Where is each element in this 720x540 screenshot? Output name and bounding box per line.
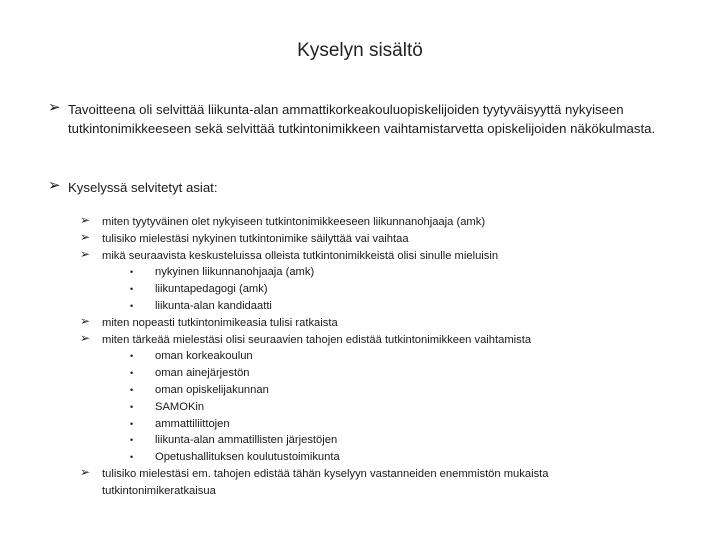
arrow-bullet-icon: ➢ [80, 330, 91, 345]
dot-bullet-icon: • [130, 351, 134, 362]
option-item [80, 348, 662, 365]
option-item [80, 399, 662, 416]
main-point-text: Tavoitteena oli selvittää liikunta-alan ammattikorkeakouluopiskelijoiden tyytyväisyyttä nykyiseen tutkintonimikkeeseen sekä selvittää tutkintonimikkeen vaihtamistarvetta opiskelijoiden näkökulmasta. [68, 102, 656, 136]
main-point-text: Kyselyssä selvitetyt asiat: [68, 180, 218, 195]
arrow-bullet-icon: ➢ [80, 213, 91, 227]
option-text: liikunta-alan ammatillisten järjestöjen [155, 434, 338, 447]
dot-bullet-icon: • [130, 267, 134, 278]
question-text: mikä seuraavista keskusteluissa olleista tutkintonimikkeistä olisi sinulle mieluisin [102, 249, 499, 262]
question-item [80, 315, 662, 332]
option-text: oman korkeakoulun [155, 350, 253, 363]
main-point-goal [48, 100, 658, 138]
option-text: liikuntapedagogi (amk) [155, 283, 268, 296]
dot-bullet-icon: • [130, 418, 134, 429]
option-item [80, 382, 662, 399]
dot-bullet-icon: • [130, 401, 134, 412]
main-point-topics [48, 178, 658, 197]
option-item [80, 264, 662, 281]
dot-bullet-icon: • [130, 435, 134, 446]
option-text: oman ainejärjestön [155, 367, 250, 380]
option-item [80, 365, 662, 382]
option-text: SAMOKin [155, 400, 205, 413]
option-item [80, 449, 662, 466]
arrow-bullet-icon: ➢ [48, 177, 61, 194]
arrow-bullet-icon: ➢ [80, 313, 91, 328]
question-text: miten tärkeää mielestäsi olisi seuraavien tahojen edistää tutkintonimikkeen vaihtamista [102, 333, 532, 346]
dot-bullet-icon: • [130, 384, 134, 395]
dot-bullet-icon: • [130, 452, 134, 463]
option-item [80, 432, 662, 449]
question-item [80, 248, 662, 265]
question-text: miten nopeasti tutkintonimikeasia tulisi ratkaista [102, 316, 338, 329]
option-text: oman opiskelijakunnan [155, 383, 269, 396]
page-title: Kyselyn sisältö [297, 40, 423, 61]
dot-bullet-icon: • [130, 284, 134, 295]
option-item [80, 281, 662, 298]
question-text: tulisiko mielestäsi em. tahojen edistää tähän kyselyyn vastanneiden enemmistön mukaista tutkintonimikeratkaisua [102, 467, 549, 497]
question-text: tulisiko mielestäsi nykyinen tutkintonimike säilyttää vai vaihtaa [102, 232, 409, 245]
option-item [80, 298, 662, 315]
question-text: miten tyytyväinen olet nykyiseen tutkintonimikkeeseen liikunnanohjaaja (amk) [102, 216, 486, 228]
question-list [80, 214, 662, 500]
option-text: nykyinen liikunnanohjaaja (amk) [155, 266, 315, 279]
arrow-bullet-icon: ➢ [80, 246, 91, 261]
option-item [80, 416, 662, 433]
arrow-bullet-icon: ➢ [80, 229, 91, 244]
question-item [80, 466, 662, 500]
option-text: liikunta-alan kandidaatti [155, 299, 272, 312]
option-text: Opetushallituksen koulutustoimikunta [155, 451, 340, 464]
question-item [80, 231, 662, 248]
arrow-bullet-icon: ➢ [48, 99, 61, 116]
dot-bullet-icon: • [130, 368, 134, 379]
arrow-bullet-icon: ➢ [80, 464, 91, 479]
option-text: ammattiliittojen [155, 417, 230, 430]
question-item [80, 332, 662, 349]
question-item [80, 214, 662, 231]
dot-bullet-icon: • [130, 300, 134, 311]
